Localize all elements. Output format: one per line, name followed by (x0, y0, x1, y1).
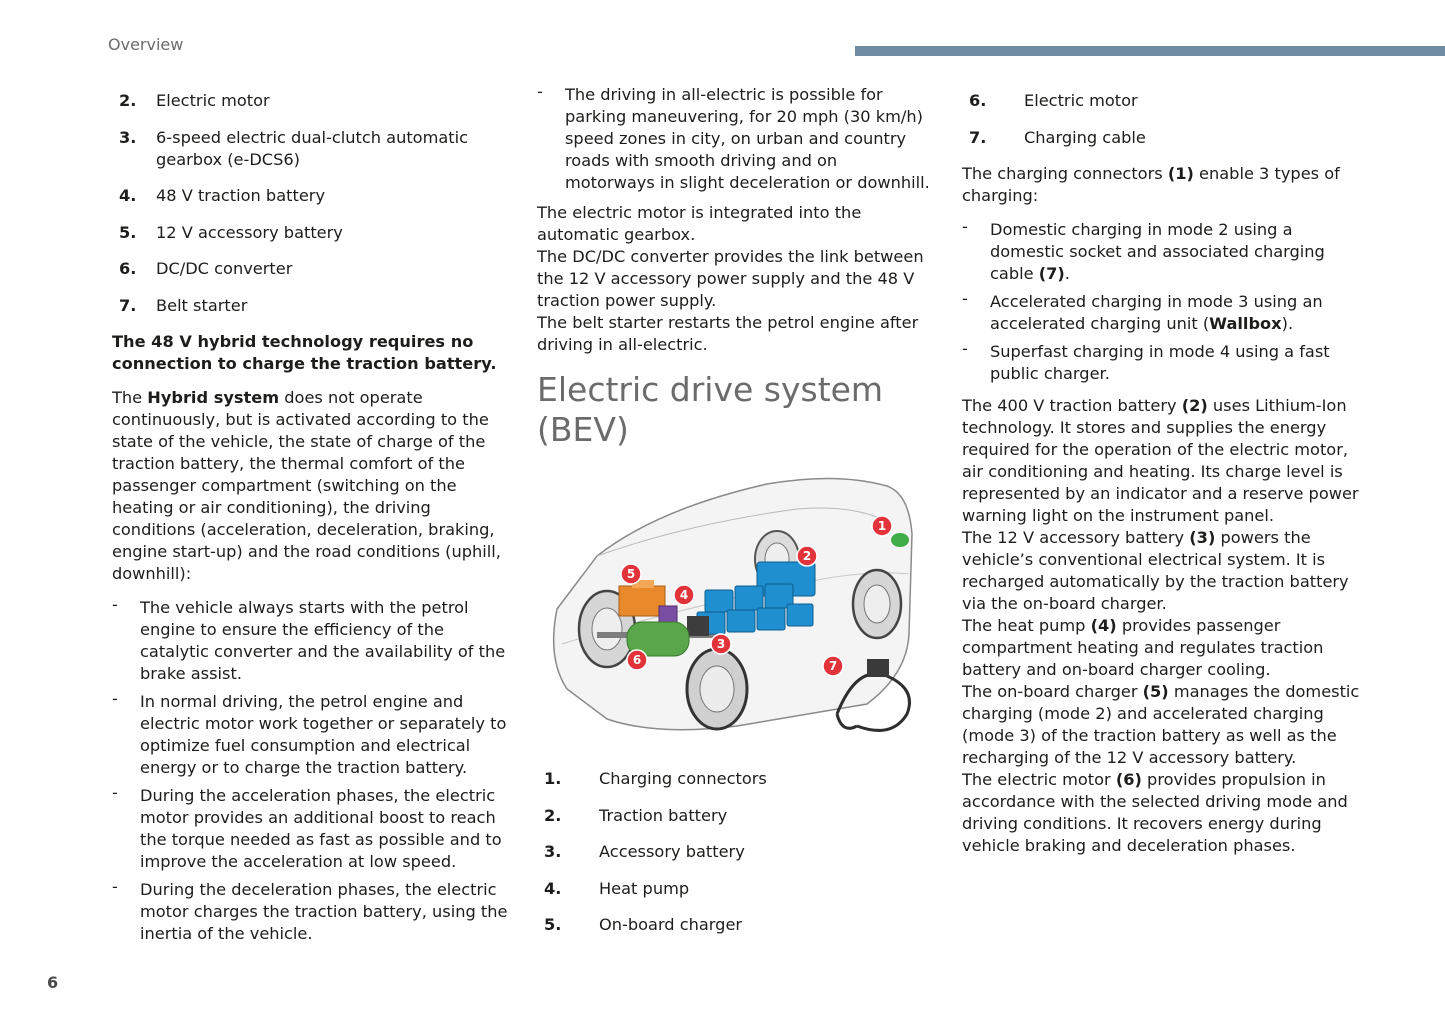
bold-note: The 48 V hybrid technology requires no connection to charge the traction battery. (112, 332, 497, 373)
list-item: 4. Heat pump (544, 878, 690, 898)
charging-intro: The charging connectors (1) enable 3 types of charging: (962, 164, 1340, 205)
list-item: - Domestic charging in mode 2 using a domestic socket and associated charging cable (7). (962, 219, 1362, 285)
callout-label-6: 6 (632, 653, 642, 667)
list-item: - The driving in all-electric is possible for parking maneuvering, for 20 mph (30 km/h) speed zones in city, on urban and country roads with smooth driving and on motorways in slight deceleration or downhill. (537, 84, 932, 194)
list-item: - Accelerated charging in mode 3 using an accelerated charging unit (Wallbox). (962, 291, 1362, 335)
list-item: 4. 48 V traction battery (119, 186, 326, 205)
list-item: - Superfast charging in mode 4 using a fast public charger. (962, 341, 1362, 385)
callout-label-5: 5 (626, 567, 636, 581)
bev-components-list-cont (962, 90, 1362, 149)
list-item: 1. Charging connectors (544, 769, 767, 788)
heat-pump-paragraph: The heat pump (4) provides passenger compartment heating and regulates traction battery and on-board charger cooling. (962, 616, 1324, 679)
list-item: - During the acceleration phases, the electric motor provides an additional boost to reach the torque needed as fast as possible and to improve the acceleration at low speed. (112, 785, 512, 873)
callout-label-2: 2 (802, 549, 812, 563)
hybrid-components-list (112, 90, 512, 317)
callout-label-4: 4 (679, 588, 689, 602)
all-electric-bullet (537, 84, 932, 194)
paragraph: The DC/DC converter provides the link between the 12 V accessory power supply and the 48 V traction power supply. (537, 247, 924, 310)
column-3 (962, 90, 1362, 857)
list-item: - The vehicle always starts with the petrol engine to ensure the efficiency of the catalytic converter and the availability of the brake assist. (112, 597, 512, 685)
list-item: 6. DC/DC converter (119, 259, 293, 278)
paragraph: The electric motor is integrated into the automatic gearbox. (537, 203, 862, 244)
hybrid-bullets (112, 597, 512, 945)
list-item: 5. On-board charger (544, 915, 743, 934)
column-1 (112, 90, 512, 951)
section-heading: Electric drive system (BEV) (537, 370, 884, 449)
bev-car-illustration (537, 464, 932, 754)
bev-components-list (537, 768, 932, 936)
list-item: 6. Electric motor (969, 91, 1138, 110)
list-item: 7. Charging cable (969, 127, 1146, 147)
callout-label-1: 1 (877, 519, 887, 533)
charging-types (962, 219, 1362, 385)
on-board-charger-paragraph: The on-board charger (5) manages the domestic charging (mode 2) and accelerated charging (mode 3) of the traction battery as well as the recharging of the 12 V accessory battery. (962, 682, 1360, 767)
column-2 (537, 84, 932, 951)
list-item: - In normal driving, the petrol engine and electric motor work together or separately to optimize fuel consumption and electrical energy or to charge the traction battery. (112, 691, 512, 779)
list-item: 3. Accessory battery (544, 842, 745, 861)
paragraph: The belt starter restarts the petrol engine after driving in all-electric. (537, 313, 919, 354)
list-item: - During the deceleration phases, the electric motor charges the traction battery, using the inertia of the vehicle. (112, 879, 512, 945)
list-item: 5. 12 V accessory battery (119, 222, 343, 242)
header-bar (855, 46, 1445, 56)
electric-motor-paragraph: The electric motor (6) provides propulsion in accordance with the selected driving mode and driving conditions. It recovers energy during vehicle braking and deceleration phases. (962, 770, 1348, 855)
callout-label-7: 7 (828, 659, 838, 673)
traction-battery-paragraph: The 400 V traction battery (2) uses Lithium-Ion technology. It stores and supplies the energy required for the operation of the electric motor, air conditioning and heating. Its charge level is represented by an indicator and a reserve power warning light on the instrument panel. (962, 396, 1359, 525)
list-item: 2. Traction battery (544, 805, 728, 825)
page-number: 6 (47, 973, 59, 992)
callout-label-3: 3 (716, 637, 726, 651)
list-item: 7. Belt starter (119, 295, 248, 315)
list-item: 2. Electric motor (119, 91, 270, 110)
list-item: 3. 6-speed electric dual-clutch automatic gearbox (e-DCS6) (119, 127, 469, 169)
hybrid-system-paragraph: The Hybrid system does not operate continuously, but is activated according to the state of the vehicle, the state of charge of the traction battery, the thermal comfort of the passenger compartment (switching on the heating or air conditioning), the driving conditions (acceleration, deceleration, braking, engine start-up) and the road conditions (uphill, downhill): (112, 388, 501, 583)
header-title: Overview (108, 35, 184, 54)
accessory-battery-paragraph: The 12 V accessory battery (3) powers the vehicle’s conventional electrical system. It is recharged automatically by the traction battery via the on-board charger. (962, 528, 1349, 613)
